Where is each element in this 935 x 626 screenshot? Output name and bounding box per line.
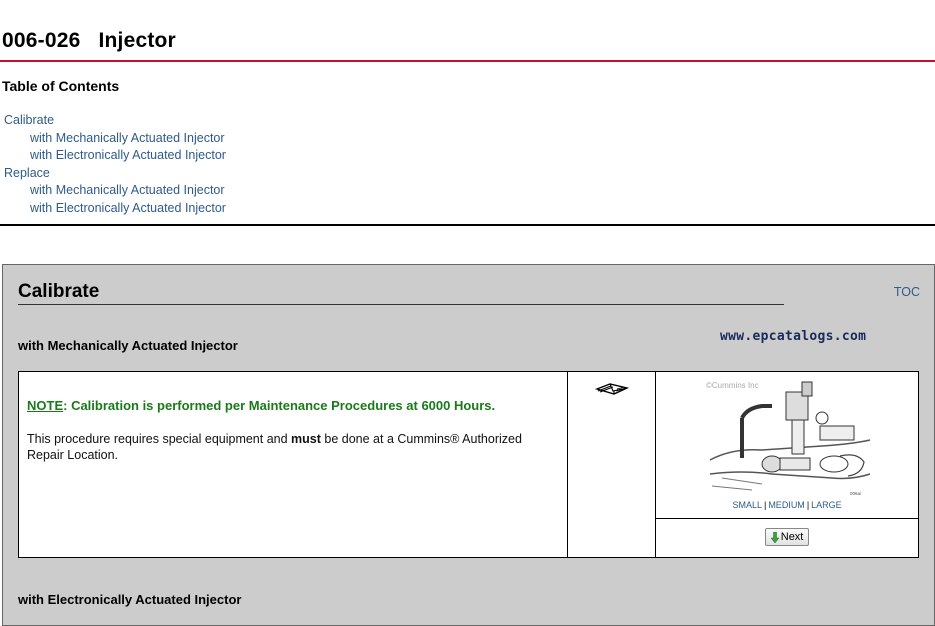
page-title (2, 29, 176, 53)
toc-heading: Table of Contents (2, 78, 120, 94)
procedure-table (18, 371, 919, 558)
icon-cell (568, 372, 656, 558)
toc-item-replace-mechanical[interactable]: with Mechanically Actuated Injector (30, 183, 225, 198)
toc-divider (0, 224, 935, 226)
next-button[interactable] (765, 528, 810, 546)
procedure-text-cell (19, 372, 568, 558)
title-divider (0, 60, 935, 62)
image-size-small[interactable]: SMALL (732, 500, 762, 510)
next-button-label: Next (780, 531, 804, 544)
procedure-body-end: be done at a Cummins® Authorized Repair Location. (27, 432, 522, 462)
procedure-body-emphasis: must (291, 432, 321, 446)
note-text: : Calibration is performed per Maintenance Procedures at 6000 Hours. (63, 398, 496, 413)
image-size-medium[interactable]: MEDIUM (768, 500, 805, 510)
injector-illustration[interactable] (702, 378, 872, 498)
toc-item-replace-electronic[interactable]: with Electronically Actuated Injector (30, 200, 226, 215)
navigation-cell (656, 519, 919, 558)
toc-list (4, 112, 226, 218)
toc-link[interactable]: TOC (893, 285, 920, 299)
page-number: 006-026 (2, 29, 81, 52)
image-size-large[interactable]: LARGE (811, 500, 842, 510)
calibrate-section (2, 264, 935, 626)
procedure-body (27, 431, 559, 463)
section-title: Calibrate (18, 281, 784, 305)
note (27, 398, 559, 413)
illustration-copyright: ©Cummins Inc (706, 381, 759, 390)
toc-item-calibrate-electronic[interactable]: with Electronically Actuated Injector (30, 148, 226, 163)
svg-text:006ai: 006ai (850, 491, 862, 496)
subsection-heading-electronic: with Electronically Actuated Injector (18, 592, 242, 607)
down-arrow-icon (771, 532, 779, 543)
illustration-cell (656, 372, 919, 519)
page-title-text: Injector (98, 29, 176, 52)
procedure-body-start: This procedure requires special equipment and (27, 432, 292, 446)
toc-item-replace[interactable]: Replace (4, 165, 50, 180)
toc-item-calibrate[interactable]: Calibrate (4, 113, 55, 127)
toc-item-calibrate-mechanical[interactable]: with Mechanically Actuated Injector (30, 130, 225, 145)
book-icon (595, 380, 629, 401)
watermark: www.epcatalogs.com (720, 329, 867, 344)
note-label: NOTE (27, 398, 64, 413)
subsection-heading-mechanical: with Mechanically Actuated Injector (18, 338, 238, 353)
image-size-links: SMALL | MEDIUM | LARGE (732, 500, 842, 510)
